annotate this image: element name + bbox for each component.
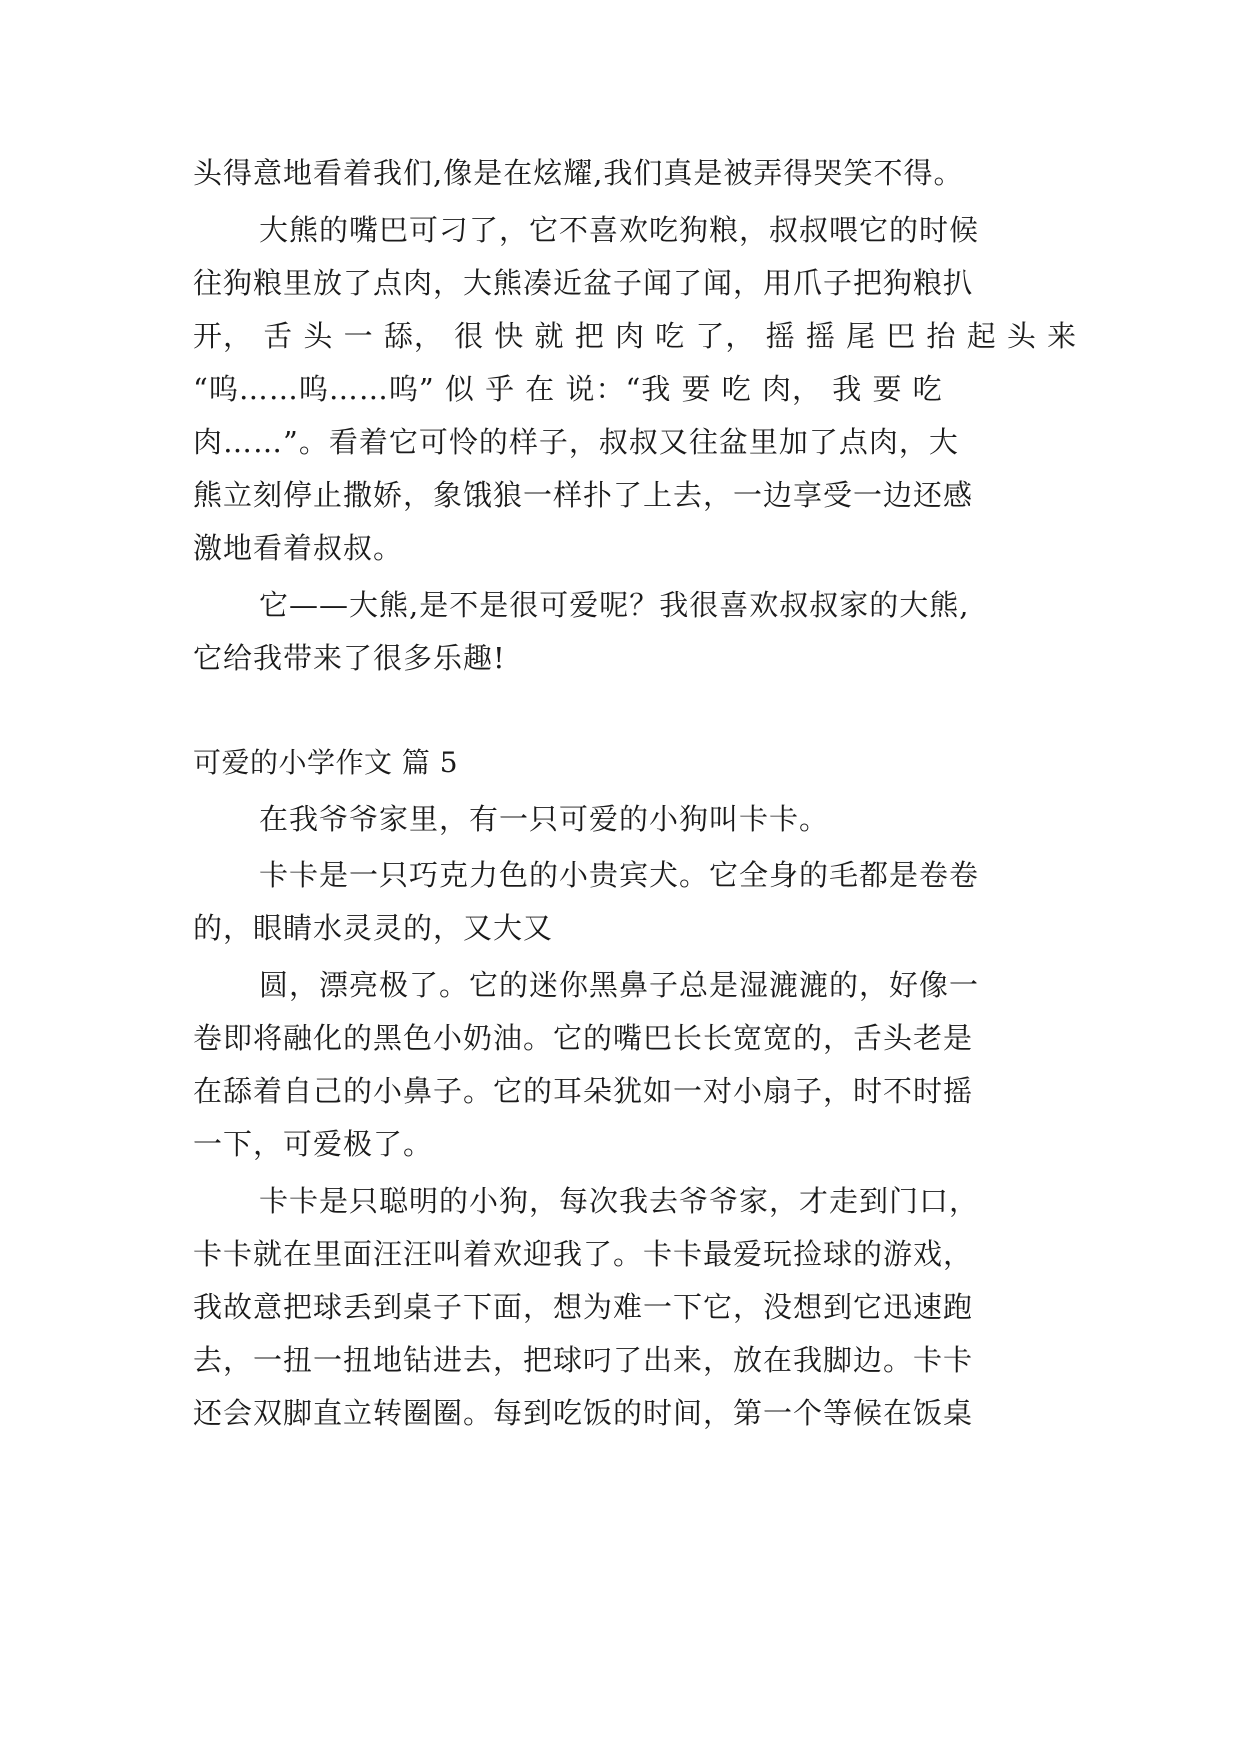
paragraph-line: 大熊的嘴巴可刁了，它不喜欢吃狗粮，叔叔喂它的时候 — [259, 213, 980, 247]
paragraph-line: 头得意地看着我们,像是在炫耀,我们真是被弄得哭笑不得。 — [193, 156, 964, 190]
paragraph-line: 在舔着自己的小鼻子。它的耳朵犹如一对小扇子，时不时摇 — [193, 1074, 974, 1108]
paragraph-line: 它给我带来了很多乐趣! — [193, 641, 506, 675]
paragraph-line: 开， 舌 头 一 舔， 很 快 就 把 肉 吃 了， 摇 摇 尾 巴 抬 起 头 来 — [193, 319, 1078, 353]
paragraph-line: 卡卡是只聪明的小狗，每次我去爷爷家，才走到门口， — [259, 1184, 980, 1218]
paragraph-line: 我故意把球丢到桌子下面，想为难一下它，没想到它迅速跑 — [193, 1290, 974, 1324]
section-heading: 可爱的小学作文 篇 5 — [193, 746, 459, 779]
paragraph-line: 在我爷爷家里，有一只可爱的小狗叫卡卡。 — [259, 802, 830, 836]
paragraph-line: “呜……呜……呜” 似 乎 在 说：“我 要 吃 肉， 我 要 吃 — [193, 372, 943, 406]
paragraph-line: 激地看着叔叔。 — [193, 531, 404, 565]
paragraph-line: 还会双脚直立转圈圈。每到吃饭的时间，第一个等候在饭桌 — [193, 1396, 974, 1430]
paragraph-line: 一下，可爱极了。 — [193, 1127, 434, 1161]
paragraph-line: 往狗粮里放了点肉，大熊凑近盆子闻了闻，用爪子把狗粮扒 — [193, 266, 974, 300]
paragraph-line: 圆，漂亮极了。它的迷你黑鼻子总是湿漉漉的，好像一 — [259, 968, 980, 1002]
paragraph-line: 熊立刻停止撒娇，象饿狼一样扑了上去，一边享受一边还感 — [193, 478, 974, 512]
paragraph-line: 卡卡就在里面汪汪叫着欢迎我了。卡卡最爱玩捡球的游戏， — [193, 1237, 974, 1271]
paragraph-line: 卡卡是一只巧克力色的小贵宾犬。它全身的毛都是卷卷 — [259, 858, 980, 892]
paragraph-line: 的，眼睛水灵灵的，又大又 — [193, 911, 554, 945]
paragraph-line: 去，一扭一扭地钻进去，把球叼了出来，放在我脚边。卡卡 — [193, 1343, 974, 1377]
paragraph-line: 卷即将融化的黑色小奶油。它的嘴巴长长宽宽的，舌头老是 — [193, 1021, 974, 1055]
paragraph-line: 肉……”。看着它可怜的样子，叔叔又往盆里加了点肉，大 — [193, 425, 959, 459]
paragraph-line: 它——大熊,是不是很可爱呢？我很喜欢叔叔家的大熊, — [259, 588, 970, 622]
